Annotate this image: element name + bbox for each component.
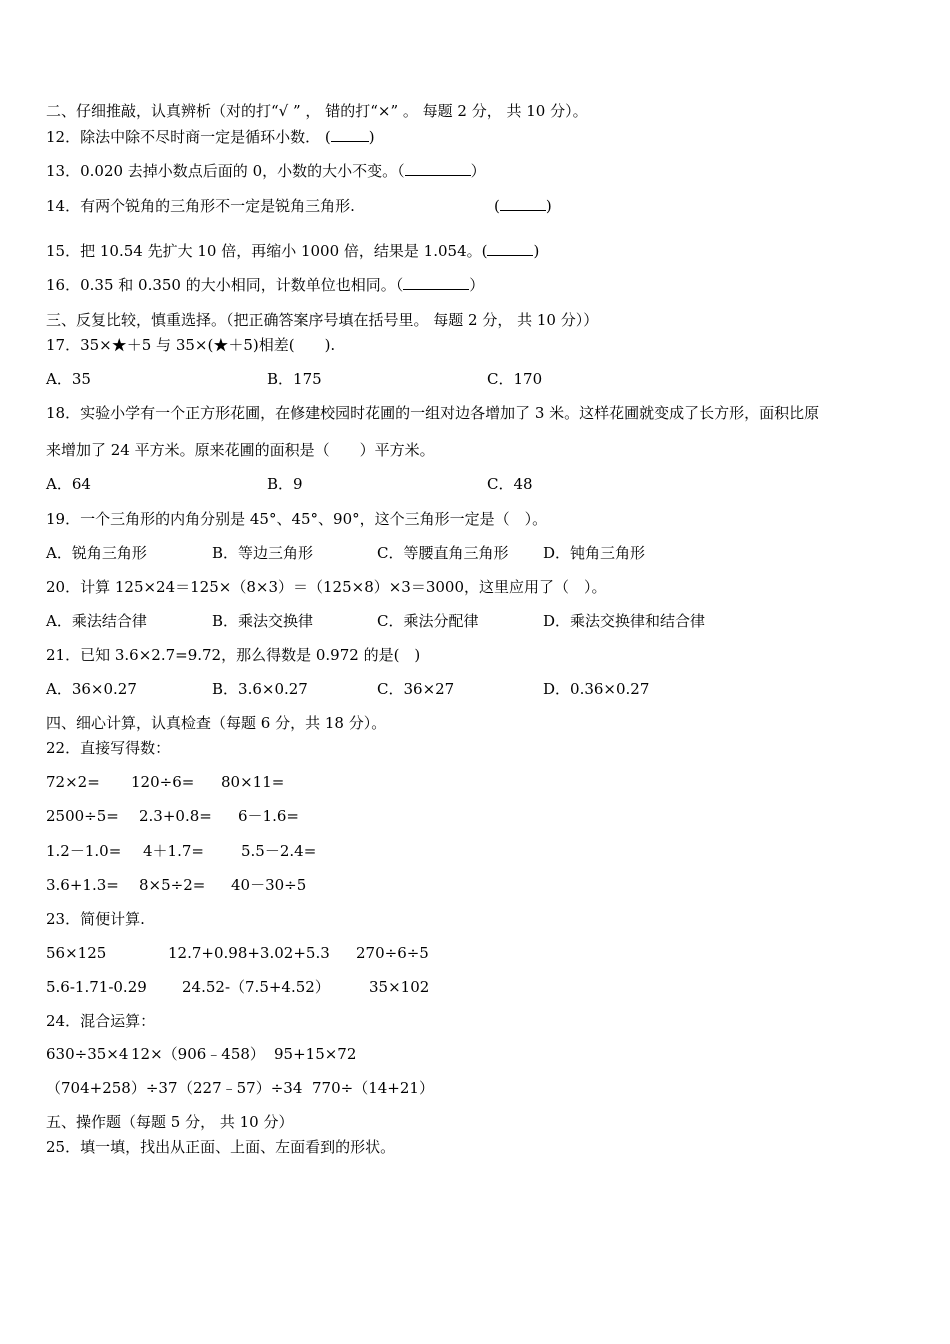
calc-item: 80×11= (221, 773, 285, 791)
calc-item: 12×（906﹣458） (131, 1045, 265, 1063)
calc-item: （227﹣57）÷34 (178, 1079, 303, 1097)
question-19: 19．一个三角形的内角分别是 45°、45°、90°，这个三角形一定是（ ）。 (46, 510, 548, 528)
calc-item: 3.6+1.3= (46, 876, 119, 894)
calc-item: 4＋1.7= (143, 842, 204, 860)
question-18-line-1: 18．实验小学有一个正方形花圃，在修建校园时花圃的一组对边各增加了 3 米。这样花圃就变成了长方形，面积比原 (46, 404, 820, 422)
calc-item: 12.7+0.98+3.02+5.3 (168, 944, 330, 962)
q17-option-c[interactable]: C．170 (487, 370, 543, 388)
question-20: 20．计算 125×24＝125×（8×3）＝（125×8）×3＝3000，这里应用了（ ）。 (46, 578, 607, 596)
answer-blank[interactable] (331, 127, 369, 142)
question-22: 22．直接写得数： (46, 739, 171, 757)
calc-item: 24.52-（7.5+4.52） (182, 978, 330, 996)
calc-item: 270÷6÷5 (356, 944, 429, 962)
calc-item: 6－1.6= (238, 807, 299, 825)
question-14: 14．有两个锐角的三角形不一定是锐角三角形. (46, 197, 355, 215)
calc-item: 72×2= (46, 773, 100, 791)
q19-option-c[interactable]: C．等腰直角三角形 (377, 544, 509, 562)
question-18-line-2: 来增加了 24 平方米。原来花圃的面积是（ ）平方米。 (46, 441, 435, 459)
calc-item: 95+15×72 (274, 1045, 357, 1063)
q18-option-b[interactable]: B．9 (267, 475, 303, 493)
calc-item: 5.5－2.4= (241, 842, 317, 860)
question-17: 17．35×★＋5 与 35×(★＋5)相差( ). (46, 336, 336, 354)
q18-option-c[interactable]: C．48 (487, 475, 533, 493)
calc-item: 5.6-1.71-0.29 (46, 978, 147, 996)
q19-option-d[interactable]: D．钝角三角形 (543, 544, 646, 562)
q21-option-b[interactable]: B．3.6×0.27 (212, 680, 308, 698)
q19-option-b[interactable]: B．等边三角形 (212, 544, 314, 562)
calc-item: 2.3+0.8= (139, 807, 212, 825)
calc-item: 120÷6= (131, 773, 195, 791)
answer-blank[interactable] (403, 275, 469, 290)
calc-item: 8×5÷2= (139, 876, 206, 894)
calc-item: 40－30÷5 (231, 876, 307, 894)
calc-item: （704+258）÷37 (46, 1079, 178, 1097)
q18-option-a[interactable]: A．64 (46, 475, 91, 493)
section-4-title: 四、细心计算，认真检查（每题 6 分，共 18 分）。 (46, 714, 387, 732)
q21-option-d[interactable]: D．0.36×0.27 (543, 680, 650, 698)
q20-option-c[interactable]: C．乘法分配律 (377, 612, 479, 630)
answer-blank[interactable] (405, 161, 471, 176)
question-12: 12．除法中除不尽时商一定是循环小数． ( ) (46, 128, 375, 146)
calc-item: 2500÷5= (46, 807, 119, 825)
question-25: 25．填一填，找出从正面、上面、左面看到的形状。 (46, 1138, 396, 1156)
q20-option-a[interactable]: A．乘法结合律 (46, 612, 147, 630)
section-3-title: 三、反复比较，慎重选择。（把正确答案序号填在括号里。 每题 2 分， 共 10 分）） (46, 311, 599, 329)
question-21: 21．已知 3.6×2.7=9.72，那么得数是 0.972 的是( ) (46, 646, 421, 664)
q21-option-c[interactable]: C．36×27 (377, 680, 455, 698)
calc-item: 1.2－1.0= (46, 842, 122, 860)
section-5-title: 五、操作题（每题 5 分， 共 10 分） (46, 1113, 294, 1131)
q21-option-a[interactable]: A．36×0.27 (46, 680, 137, 698)
answer-blank[interactable] (487, 241, 533, 256)
section-2-title: 二、仔细推敲，认真辨析（对的打“√ ” ， 错的打“×” 。 每题 2 分， 共 10 分）。 (46, 102, 588, 120)
calc-item: 56×125 (46, 944, 107, 962)
q20-option-d[interactable]: D．乘法交换律和结合律 (543, 612, 706, 630)
calc-item: 35×102 (369, 978, 430, 996)
question-15: 15．把 10.54 先扩大 10 倍，再缩小 1000 倍，结果是 1.054。( ) (46, 242, 540, 260)
question-24: 24．混合运算： (46, 1012, 156, 1030)
question-23: 23．简便计算. (46, 910, 145, 928)
question-16: 16．0.35 和 0.350 的大小相同，计数单位也相同。（ ） (46, 276, 485, 294)
calc-item: 630÷35×4 (46, 1045, 129, 1063)
question-14-answer: ( ) (494, 197, 552, 215)
calc-item: 770÷（14+21） (312, 1079, 434, 1097)
answer-blank[interactable] (500, 196, 546, 211)
q19-option-a[interactable]: A．锐角三角形 (46, 544, 147, 562)
question-13: 13．0.020 去掉小数点后面的 0，小数的大小不变。（ ） (46, 162, 486, 180)
q20-option-b[interactable]: B．乘法交换律 (212, 612, 314, 630)
q17-option-a[interactable]: A．35 (46, 370, 91, 388)
q17-option-b[interactable]: B．175 (267, 370, 322, 388)
